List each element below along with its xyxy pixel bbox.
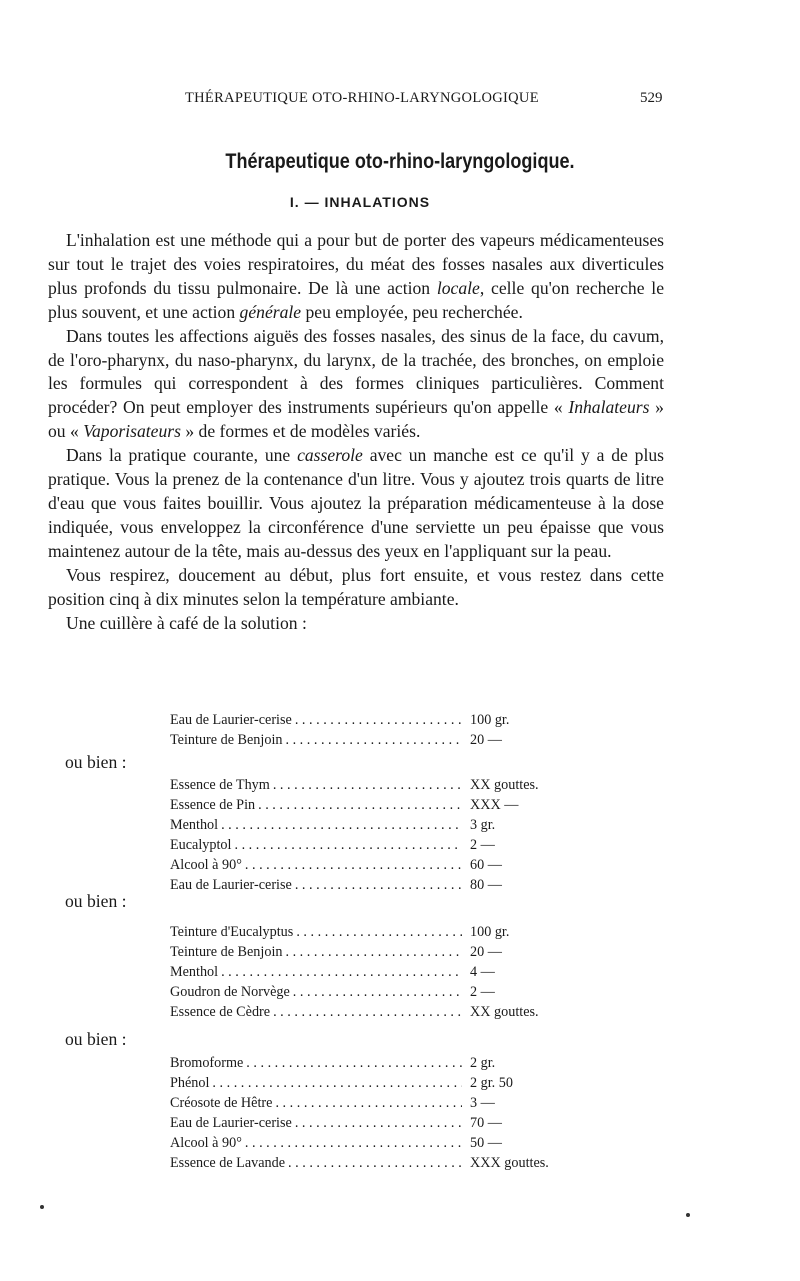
formula-3 [170, 922, 610, 1022]
formula-row: Eau de Laurier-cerise . . . 80 — [170, 875, 610, 895]
formula-row: Alcool à 90° . . . 60 — [170, 855, 610, 875]
formula-row: Bromoforme . . . 2 gr. [170, 1053, 610, 1073]
formula-row: Teinture de Benjoin . . . 20 — [170, 942, 610, 962]
formula-row: Menthol . . . 4 — [170, 962, 610, 982]
formula-row: Créosote de Hêtre . . . 3 — [170, 1093, 610, 1113]
paragraph-1: L'inhalation est une méthode qui a pour but de porter des vapeurs médicamenteuses sur tout le trajet des voies respiratoires, du méat des fosses nasales aux diverticules plus profonds du tissu pulmonaire. De là une action locale, celle qu'on recherche le plus souvent, et une action générale peu employée, peu recherchée. [48, 230, 665, 322]
running-head: THÉRAPEUTIQUE OTO-RHINO-LARYNGOLOGIQUE [185, 90, 539, 106]
scan-speck [686, 1213, 690, 1217]
separator-ou-bien: ou bien : [65, 891, 127, 911]
formula-1 [170, 710, 610, 750]
formula-row: Phénol . . . 2 gr. 50 [170, 1073, 610, 1093]
formula-row: Essence de Lavande . . . XXX gouttes. [170, 1153, 610, 1173]
formula-row: Teinture de Benjoin . . . 20 — [170, 730, 610, 750]
formula-row: Essence de Pin . . . XXX — [170, 795, 610, 815]
separator-ou-bien: ou bien : [65, 752, 127, 772]
chapter-title: Thérapeutique oto-rhino-laryngologique. [225, 150, 575, 173]
page-number: 529 [640, 90, 663, 106]
formula-row: Essence de Cèdre . . . XX gouttes. [170, 1002, 610, 1022]
formula-row: Teinture d'Eucalyptus . . . 100 gr. [170, 922, 610, 942]
formula-row: Essence de Thym . . . XX gouttes. [170, 775, 610, 795]
paragraph-4: Vous respirez, doucement au début, plus fort ensuite, et vous restez dans cette position cinq à dix minutes selon la température ambiante. [48, 564, 664, 609]
formula-4 [170, 1053, 610, 1173]
body-text [48, 229, 664, 635]
section-heading: I. — INHALATIONS [289, 194, 431, 210]
separator-ou-bien: ou bien : [65, 1029, 127, 1049]
paragraph-2: Dans toutes les affections aiguës des fosses nasales, des sinus de la face, du cavum, de l'oro-pharynx, du naso-pharynx, du larynx, de la trachée, des bronches, on emploie les formules qui correspondent à des formes cliniques particulières. Comment procéder? On peut employer des instruments supérieurs qu'on appelle « Inhalateurs » ou « Vaporisateurs » de formes et de modèles variés. [48, 325, 664, 442]
scan-speck [40, 1205, 44, 1209]
formula-2 [170, 775, 610, 895]
formula-row: Menthol . . . 3 gr. [170, 815, 610, 835]
formula-row: Eau de Laurier-cerise . . . 70 — [170, 1113, 610, 1133]
formula-row: Goudron de Norvège . . . 2 — [170, 982, 610, 1002]
formula-row: Alcool à 90° . . . 50 — [170, 1133, 610, 1153]
formula-row: Eucalyptol . . . 2 — [170, 835, 610, 855]
paragraph-3: Dans la pratique courante, une casserole avec un manche est ce qu'il y a de plus pratique. Vous la prenez de la contenance d'un litre. Vous y ajoutez trois quarts de litre d'eau que vous faites bouillir. Vous ajoutez la préparation médicamenteuse à la dose indiquée, vous enveloppez la circonférence d'une serviette un peu épaisse que vous maintenez autour de la tête, mais au-dessus des yeux en l'appliquant sur la peau. [48, 445, 665, 561]
paragraph-5: Une cuillère à café de la solution : [66, 612, 307, 633]
formula-row: Eau de Laurier-cerise . . . 100 gr. [170, 710, 610, 730]
